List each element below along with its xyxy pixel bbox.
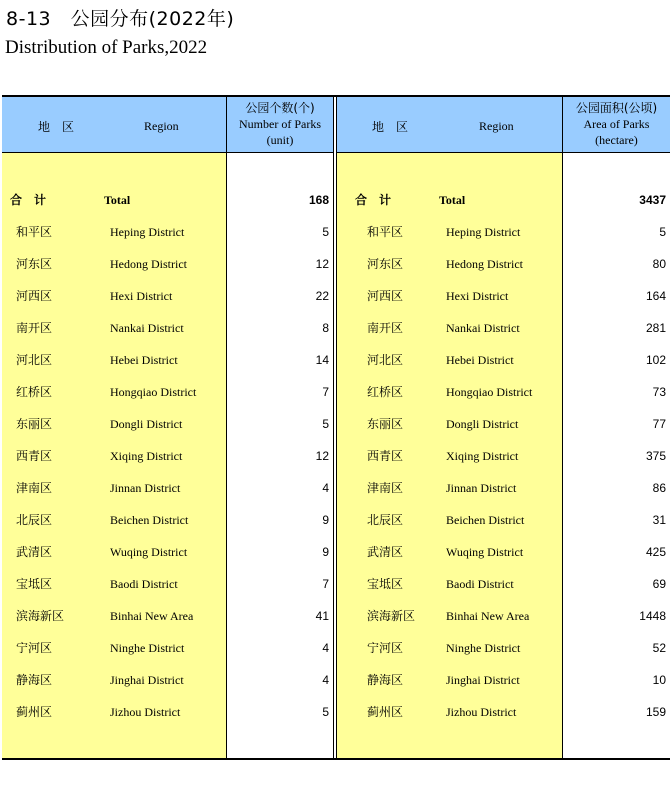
region-name-cn: 河东区 bbox=[16, 257, 53, 271]
parks-area: 73 bbox=[652, 385, 666, 399]
total-parks-value: 168 bbox=[308, 193, 329, 207]
table-row bbox=[337, 312, 670, 344]
parks-count: 12 bbox=[315, 449, 329, 463]
left-header-region-cn: 地 区 bbox=[38, 120, 75, 134]
table-row bbox=[2, 408, 333, 440]
right-header-area-en: Area of Parks bbox=[583, 117, 650, 131]
region-name-en: Beichen District bbox=[110, 513, 189, 527]
region-name-cn: 河西区 bbox=[16, 289, 53, 303]
table-row bbox=[2, 376, 333, 408]
table-row bbox=[337, 696, 670, 728]
table-row bbox=[337, 408, 670, 440]
table-row bbox=[337, 248, 670, 280]
region-name-en: Dongli District bbox=[446, 417, 519, 431]
table-row bbox=[2, 248, 333, 280]
parks-count: 4 bbox=[322, 481, 329, 495]
region-name-en: Heping District bbox=[446, 225, 521, 239]
table-row bbox=[2, 280, 333, 312]
table-row bbox=[337, 280, 670, 312]
parks-count: 14 bbox=[315, 353, 329, 367]
region-name-cn: 北辰区 bbox=[16, 513, 53, 527]
region-name-en: Baodi District bbox=[446, 577, 514, 591]
table-row bbox=[337, 216, 670, 248]
parks-count: 7 bbox=[322, 385, 329, 399]
region-name-en: Hebei District bbox=[110, 353, 178, 367]
region-name-cn: 和平区 bbox=[16, 225, 53, 239]
table-row bbox=[337, 568, 670, 600]
region-name-cn: 宝坻区 bbox=[367, 577, 404, 591]
parks-area: 159 bbox=[645, 705, 666, 719]
region-name-en: Hongqiao District bbox=[110, 385, 197, 399]
parks-area: 102 bbox=[645, 353, 666, 367]
parks-area: 52 bbox=[652, 641, 666, 655]
region-name-en: Baodi District bbox=[110, 577, 178, 591]
region-name-en: Nankai District bbox=[110, 321, 184, 335]
right-header-region-cn: 地 区 bbox=[372, 120, 409, 134]
parks-count: 12 bbox=[315, 257, 329, 271]
region-name-en: Hebei District bbox=[446, 353, 514, 367]
parks-area: 86 bbox=[652, 481, 666, 495]
region-name-cn: 滨海新区 bbox=[367, 609, 416, 623]
parks-area: 69 bbox=[652, 577, 666, 591]
parks-count: 5 bbox=[322, 225, 329, 239]
table-row bbox=[2, 440, 333, 472]
parks-area: 1448 bbox=[639, 609, 666, 623]
table-row bbox=[2, 344, 333, 376]
table-row bbox=[337, 504, 670, 536]
page-title-en: Distribution of Parks,2022 bbox=[5, 37, 208, 58]
region-name-cn: 红桥区 bbox=[367, 385, 404, 399]
right-header-area bbox=[563, 100, 670, 148]
region-name-cn: 和平区 bbox=[367, 225, 404, 239]
region-name-cn: 河西区 bbox=[367, 289, 404, 303]
left-header bbox=[2, 97, 333, 153]
region-name-en: Binhai New Area bbox=[110, 609, 194, 623]
parks-area: 10 bbox=[652, 673, 666, 687]
right-table-half bbox=[337, 97, 670, 758]
left-header-region-en: Region bbox=[144, 119, 179, 133]
region-name-en: Jinnan District bbox=[446, 481, 517, 495]
region-name-en: Nankai District bbox=[446, 321, 520, 335]
region-name-en: Ninghe District bbox=[110, 641, 185, 655]
region-name-en: Hexi District bbox=[110, 289, 173, 303]
region-name-cn: 南开区 bbox=[367, 321, 404, 335]
parks-area: 80 bbox=[652, 257, 666, 271]
page-title-cn: 8-13 公园分布(2022年) bbox=[6, 8, 235, 30]
table-row bbox=[337, 536, 670, 568]
table-row bbox=[2, 216, 333, 248]
parks-area: 281 bbox=[645, 321, 666, 335]
region-name-en: Wuqing District bbox=[446, 545, 524, 559]
table-bottom-rule bbox=[2, 758, 670, 760]
total-label-cn-right: 合 计 bbox=[355, 193, 392, 207]
region-name-cn: 静海区 bbox=[367, 673, 404, 687]
parks-area: 425 bbox=[645, 545, 666, 559]
table-row bbox=[337, 344, 670, 376]
region-name-en: Hedong District bbox=[446, 257, 523, 271]
region-name-cn: 西青区 bbox=[16, 449, 53, 463]
total-area-value: 3437 bbox=[639, 193, 666, 207]
table-row bbox=[337, 600, 670, 632]
table-row bbox=[337, 632, 670, 664]
total-label-en-right: Total bbox=[439, 193, 466, 207]
left-header-parks-en: Number of Parks bbox=[239, 117, 321, 131]
table-row-total-left bbox=[2, 184, 333, 216]
region-name-en: Hexi District bbox=[446, 289, 509, 303]
table-row bbox=[2, 568, 333, 600]
parks-count: 7 bbox=[322, 577, 329, 591]
column-separator-left bbox=[333, 97, 334, 758]
region-name-en: Hongqiao District bbox=[446, 385, 533, 399]
parks-table bbox=[2, 95, 670, 760]
region-name-cn: 静海区 bbox=[16, 673, 53, 687]
parks-area: 77 bbox=[652, 417, 666, 431]
table-row bbox=[2, 664, 333, 696]
region-name-cn: 宝坻区 bbox=[16, 577, 53, 591]
region-name-cn: 蓟州区 bbox=[16, 705, 53, 719]
region-name-en: Wuqing District bbox=[110, 545, 188, 559]
right-header bbox=[337, 97, 670, 153]
parks-area: 375 bbox=[645, 449, 666, 463]
table-row bbox=[337, 440, 670, 472]
region-name-cn: 宁河区 bbox=[367, 641, 404, 655]
region-name-cn: 河北区 bbox=[16, 353, 53, 367]
region-name-cn: 北辰区 bbox=[367, 513, 404, 527]
region-name-cn: 津南区 bbox=[367, 481, 404, 495]
table-row bbox=[2, 696, 333, 728]
region-name-cn: 武清区 bbox=[16, 545, 53, 559]
parks-count: 9 bbox=[322, 513, 329, 527]
region-name-cn: 武清区 bbox=[367, 545, 404, 559]
region-name-en: Jinghai District bbox=[446, 673, 520, 687]
region-name-en: Jizhou District bbox=[110, 705, 181, 719]
parks-count: 4 bbox=[322, 641, 329, 655]
left-table-half bbox=[2, 97, 333, 758]
parks-count: 9 bbox=[322, 545, 329, 559]
parks-area: 5 bbox=[659, 225, 666, 239]
region-name-en: Xiqing District bbox=[446, 449, 519, 463]
region-name-en: Beichen District bbox=[446, 513, 525, 527]
region-name-en: Jinghai District bbox=[110, 673, 184, 687]
right-header-region-en: Region bbox=[479, 119, 514, 133]
region-name-en: Hedong District bbox=[110, 257, 187, 271]
region-name-cn: 南开区 bbox=[16, 321, 53, 335]
parks-count: 4 bbox=[322, 673, 329, 687]
right-header-area-cn: 公园面积(公顷) bbox=[575, 101, 658, 115]
table-row bbox=[337, 664, 670, 696]
right-header-area-unit: (hectare) bbox=[595, 133, 638, 147]
left-header-parks bbox=[227, 100, 333, 148]
parks-count: 5 bbox=[322, 705, 329, 719]
region-name-cn: 东丽区 bbox=[367, 417, 404, 431]
left-header-parks-unit: (unit) bbox=[266, 133, 294, 147]
parks-count: 22 bbox=[315, 289, 329, 303]
parks-count: 8 bbox=[322, 321, 329, 335]
table-row bbox=[2, 312, 333, 344]
region-name-en: Ninghe District bbox=[446, 641, 521, 655]
table-row bbox=[337, 376, 670, 408]
total-label-cn: 合 计 bbox=[10, 193, 47, 207]
region-name-cn: 西青区 bbox=[367, 449, 404, 463]
parks-count: 41 bbox=[315, 609, 329, 623]
region-name-en: Jizhou District bbox=[446, 705, 517, 719]
parks-count: 5 bbox=[322, 417, 329, 431]
table-row-total-right bbox=[337, 184, 670, 216]
region-name-cn: 东丽区 bbox=[16, 417, 53, 431]
parks-area: 31 bbox=[652, 513, 666, 527]
table-row bbox=[2, 632, 333, 664]
region-name-cn: 津南区 bbox=[16, 481, 53, 495]
table-row bbox=[2, 600, 333, 632]
left-header-parks-cn: 公园个数(个) bbox=[245, 101, 315, 115]
region-name-en: Binhai New Area bbox=[446, 609, 530, 623]
region-name-en: Jinnan District bbox=[110, 481, 181, 495]
region-name-cn: 河东区 bbox=[367, 257, 404, 271]
region-name-cn: 红桥区 bbox=[16, 385, 53, 399]
region-name-cn: 河北区 bbox=[367, 353, 404, 367]
region-name-cn: 宁河区 bbox=[16, 641, 53, 655]
table-row bbox=[2, 504, 333, 536]
table-row bbox=[2, 472, 333, 504]
region-name-cn: 蓟州区 bbox=[367, 705, 404, 719]
region-name-en: Xiqing District bbox=[110, 449, 183, 463]
region-name-cn: 滨海新区 bbox=[16, 609, 65, 623]
parks-area: 164 bbox=[645, 289, 666, 303]
region-name-en: Dongli District bbox=[110, 417, 183, 431]
table-row bbox=[2, 536, 333, 568]
table-row bbox=[337, 472, 670, 504]
total-label-en: Total bbox=[104, 193, 131, 207]
region-name-en: Heping District bbox=[110, 225, 185, 239]
